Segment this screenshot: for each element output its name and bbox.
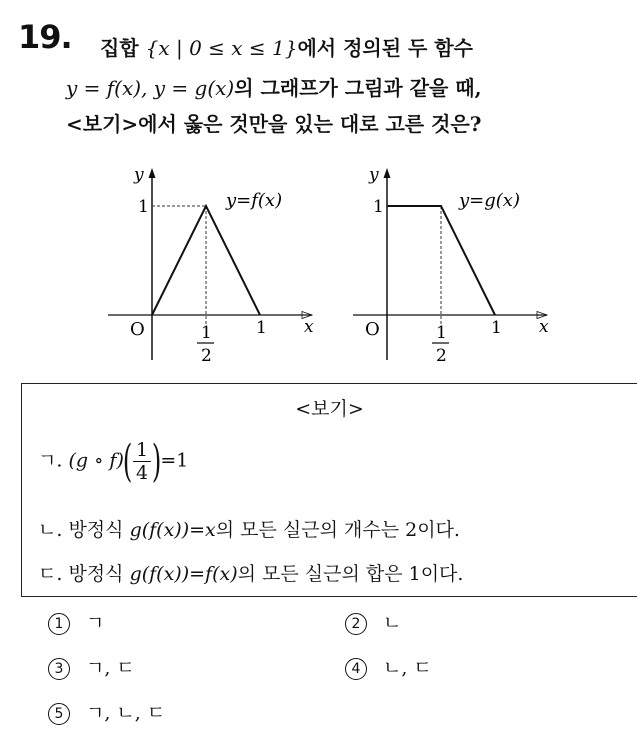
choice-text: ㄱ, ㄷ: [86, 657, 135, 679]
choice-number: 2: [345, 613, 367, 635]
item-text: 의 모든 실근의 합은 1이다.: [237, 563, 464, 585]
question-number: 19.: [18, 18, 72, 56]
function-notation: y = f(x), y = g(x): [66, 76, 235, 100]
half-denominator: 2: [436, 346, 447, 366]
y-axis-label: y: [134, 165, 144, 185]
bogi-item-1: [38, 436, 188, 487]
y-axis-label: y: [369, 165, 379, 185]
choice-text: ㄱ: [86, 612, 105, 634]
choice-text: ㄴ, ㄷ: [383, 657, 432, 679]
y-axis-arrow: [384, 168, 391, 178]
graph-f: [100, 160, 330, 379]
choice-text: ㄴ: [383, 612, 402, 634]
choice-text: ㄱ, ㄴ, ㄷ: [86, 702, 166, 724]
function-label: y=f(x): [226, 190, 283, 211]
composition-expr: (g ∘ f): [68, 449, 124, 472]
bogi-item-2: [38, 515, 460, 542]
choice-number: 3: [48, 658, 70, 680]
choice-number: 5: [48, 703, 70, 725]
equals-value: =1: [160, 449, 189, 472]
choice-5[interactable]: [48, 698, 165, 725]
item-text: 방정식: [68, 563, 130, 585]
graph-g: [335, 160, 565, 379]
choice-4[interactable]: [345, 653, 432, 680]
question-text: 집합: [100, 36, 146, 60]
item-label: ㄴ.: [38, 519, 63, 541]
y-axis-arrow: [149, 168, 156, 178]
x-axis-label: x: [304, 317, 314, 337]
item-label: ㄱ.: [38, 449, 63, 472]
right-paren: ): [152, 436, 162, 487]
function-label: y=g(x): [459, 190, 520, 211]
choice-number: 1: [48, 613, 70, 635]
half-numerator: 1: [436, 323, 447, 343]
origin-label: O: [365, 319, 380, 340]
set-notation: {x | 0 ≤ x ≤ 1}: [145, 36, 298, 60]
question-line-1: [100, 32, 473, 61]
item-text: 방정식: [68, 519, 130, 541]
choice-2[interactable]: [345, 608, 401, 635]
x-axis-label: x: [539, 317, 549, 337]
bogi-item-3: [38, 559, 463, 586]
fraction-numerator: 1: [133, 439, 151, 462]
y-tick-1: 1: [138, 197, 149, 217]
question-text: 에서 정의된 두 함수: [297, 36, 473, 60]
choice-1[interactable]: [48, 608, 104, 635]
half-denominator: 2: [201, 346, 212, 366]
fraction-denominator: 4: [136, 462, 149, 484]
fraction: [133, 439, 151, 484]
item-label: ㄷ.: [38, 563, 63, 585]
question-text: 의 그래프가 그림과 같을 때,: [234, 76, 482, 100]
equation: g(f(x))=f(x): [129, 563, 238, 585]
left-paren: (: [122, 436, 133, 487]
half-numerator: 1: [201, 323, 212, 343]
bogi-title: <보기>: [295, 398, 364, 420]
item-text: 의 모든 실근의 개수는 2이다.: [215, 519, 460, 541]
y-tick-1: 1: [373, 197, 384, 217]
origin-label: O: [130, 319, 145, 340]
bogi-box: [21, 383, 637, 597]
choice-3[interactable]: [48, 653, 135, 680]
equation: g(f(x))=x: [129, 519, 216, 541]
choice-number: 4: [345, 658, 367, 680]
question-line-3: <보기>에서 옳은 것만을 있는 대로 고른 것은?: [66, 112, 482, 136]
x-tick-1: 1: [256, 318, 267, 338]
x-tick-1: 1: [491, 318, 502, 338]
question-line-2: [66, 72, 482, 101]
